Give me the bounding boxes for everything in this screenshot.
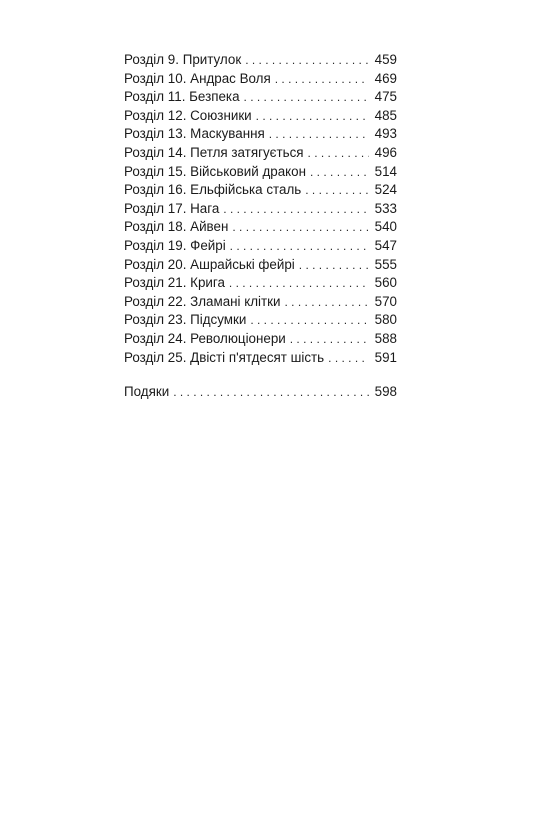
chapter-title: Розділ 22. Зламані клітки (124, 293, 281, 309)
page-number: 485 (374, 107, 397, 123)
chapter-title: Розділ 9. Притулок (124, 52, 242, 67)
toc-entry-chapter-10 (124, 70, 397, 89)
toc-entry-chapter-16 (124, 181, 397, 200)
toc-entry-chapter-13 (124, 125, 397, 144)
toc-entry-chapter-12 (124, 107, 397, 126)
dot-leader (246, 311, 369, 330)
page-number: 555 (374, 256, 397, 272)
dot-leader (271, 70, 369, 89)
page-number: 598 (374, 384, 397, 400)
toc-entry-chapter-25 (124, 349, 397, 368)
dot-leader (169, 383, 369, 402)
chapter-title: Розділ 24. Революціонери (124, 330, 286, 346)
chapter-title: Розділ 12. Союзники (124, 107, 252, 123)
dot-leader (228, 218, 369, 237)
dot-leader (295, 256, 369, 275)
dot-leader (225, 274, 369, 293)
chapter-title: Розділ 14. Петля затягується (124, 144, 304, 160)
chapter-title: Розділ 23. Підсумки (124, 312, 247, 328)
toc-entry-chapter-20 (124, 256, 397, 275)
chapter-title: Розділ 10. Андрас Воля (124, 70, 271, 86)
toc-entry-chapter-22 (124, 293, 397, 312)
dot-leader (241, 51, 369, 70)
dot-leader (265, 125, 369, 144)
toc-entry-chapter-14 (124, 144, 397, 163)
chapter-title: Розділ 21. Крига (124, 275, 225, 291)
page-number: 570 (374, 293, 397, 309)
page-number: 469 (374, 70, 397, 86)
page-number: 493 (374, 126, 397, 142)
toc-entry-chapter-23 (124, 311, 397, 330)
page-number: 524 (374, 182, 397, 198)
dot-leader (240, 88, 369, 107)
toc-entry-chapter-9 (124, 51, 397, 70)
dot-leader (306, 163, 369, 182)
toc-entry-chapter-19 (124, 237, 397, 256)
toc-entry-chapter-15 (124, 163, 397, 182)
page-number: 533 (374, 200, 397, 216)
chapter-title: Розділ 15. Військовий дракон (124, 163, 307, 179)
page-number: 459 (374, 52, 397, 67)
dot-leader (281, 293, 369, 312)
page-number: 547 (374, 237, 397, 253)
chapter-title: Розділ 19. Фейрі (124, 237, 226, 253)
chapter-title: Розділ 13. Маскування (124, 126, 265, 142)
toc-entry-chapter-21 (124, 274, 397, 293)
dot-leader (286, 330, 369, 349)
chapter-title: Розділ 20. Ашрайські фейрі (124, 256, 295, 272)
toc-entry-chapter-24 (124, 330, 397, 349)
table-of-contents (124, 51, 397, 402)
page-number: 560 (374, 275, 397, 291)
section-spacer (124, 367, 397, 383)
dot-leader (252, 107, 369, 126)
chapter-title: Розділ 17. Нага (124, 200, 220, 216)
dot-leader (324, 349, 369, 368)
dot-leader (301, 181, 369, 200)
chapter-title: Розділ 16. Ельфійська сталь (124, 182, 302, 198)
page-number: 496 (374, 144, 397, 160)
chapter-title: Розділ 25. Двісті п'ятдесят шість (124, 349, 325, 365)
page-number: 591 (374, 349, 397, 365)
toc-entry-chapter-18 (124, 218, 397, 237)
page-number: 475 (374, 89, 397, 105)
dot-leader (304, 144, 369, 163)
acknowledgements-title: Подяки (124, 384, 170, 400)
toc-entry-acknowledgements (124, 383, 397, 402)
dot-leader (219, 200, 369, 219)
chapter-title: Розділ 18. Айвен (124, 219, 229, 235)
page-number: 514 (374, 163, 397, 179)
page-number: 588 (374, 330, 397, 346)
toc-entry-chapter-11 (124, 88, 397, 107)
toc-entry-chapter-17 (124, 200, 397, 219)
page-number: 580 (374, 312, 397, 328)
chapter-title: Розділ 11. Безпека (124, 89, 240, 105)
dot-leader (226, 237, 369, 256)
page-number: 540 (374, 219, 397, 235)
